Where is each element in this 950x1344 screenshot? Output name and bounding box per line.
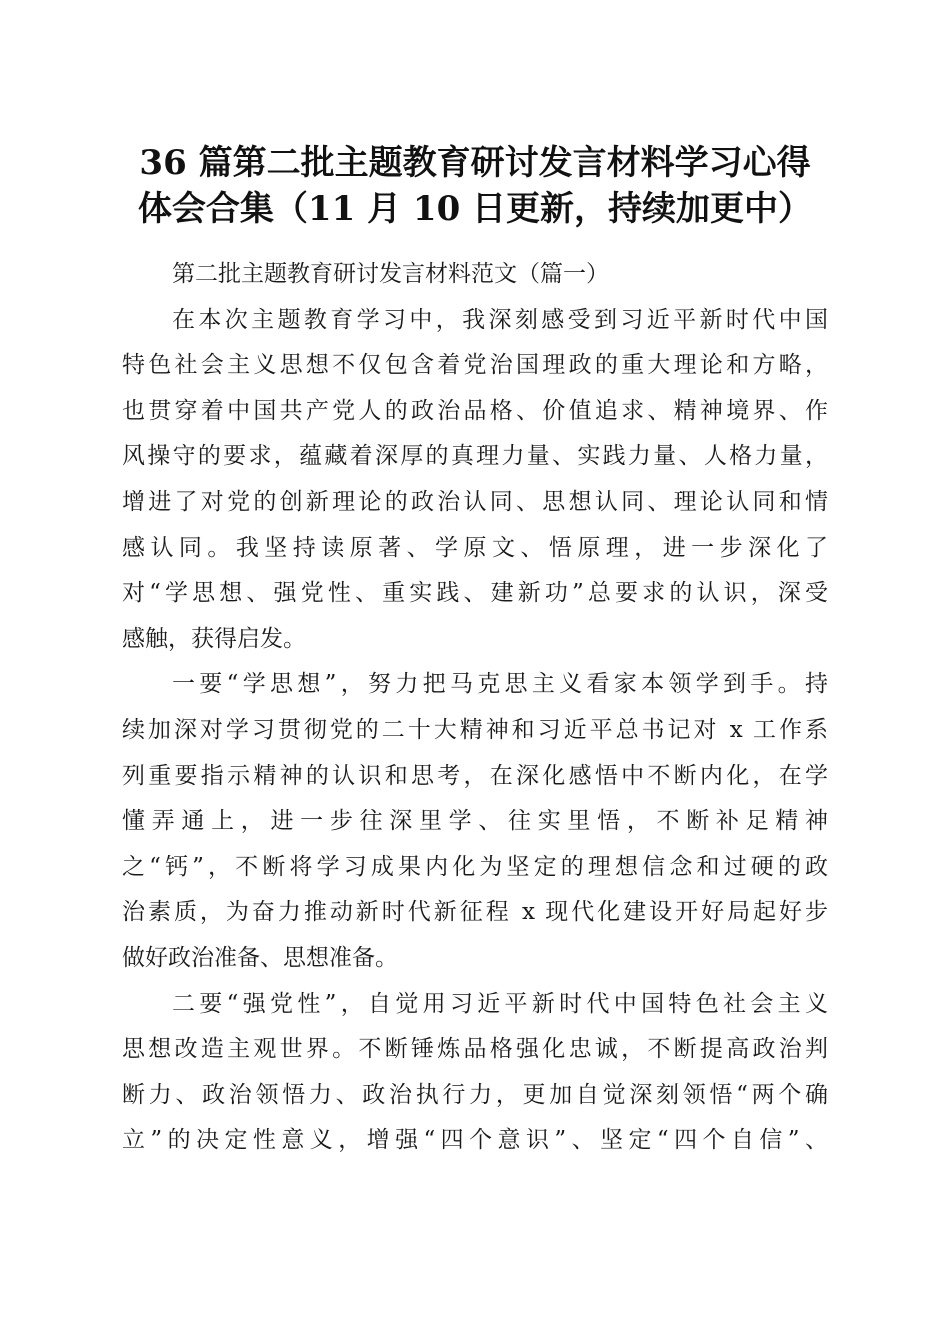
paragraph-line: 感认同。我坚持读原著、学原文、悟原理，进一步深化了 (122, 534, 828, 561)
paragraph-line: 懂弄通上，进一步往深里学、往实里悟，不断补足精神 (122, 808, 828, 835)
paragraph-line: 做好政治准备、思想准备。 (122, 944, 398, 971)
paragraph-line: 一要“学思想”，努力把马克思主义看家本领学到手。持 (172, 671, 828, 698)
paragraph-line: 列重要指示精神的认识和思考，在深化感悟中不断内化，在学 (122, 762, 828, 789)
paragraph-line: 续加深对学习贯彻党的二十大精神和习近平总书记对 x 工作系 (122, 716, 828, 743)
paragraph-line: 之“钙”，不断将学习成果内化为坚定的理想信念和过硬的政 (122, 853, 828, 880)
document-body (122, 252, 828, 1164)
paragraph-line: 感触，获得启发。 (122, 625, 306, 652)
document-title (100, 140, 850, 232)
paragraph-line: 也贯穿着中国共产党人的政治品格、价值追求、精神境界、作 (122, 397, 828, 424)
paragraph-line: 特色社会主义思想不仅包含着党治国理政的重大理论和方略， (122, 352, 828, 379)
title-line: 36 篇第二批主题教育研讨发言材料学习心得 (139, 143, 811, 183)
paragraph-line: 立”的决定性意义，增强“四个意识”、坚定“四个自信”、 (122, 1127, 828, 1154)
paragraph-line: 风操守的要求，蕴藏着深厚的真理力量、实践力量、人格力量， (122, 443, 828, 470)
paragraph-line: 治素质，为奋力推动新时代新征程 x 现代化建设开好局起好步 (122, 899, 828, 926)
paragraph-line: 增进了对党的创新理论的政治认同、思想认同、理论认同和情 (122, 488, 828, 515)
paragraph-line: 对“学思想、强党性、重实践、建新功”总要求的认识，深受 (122, 580, 828, 607)
paragraph-line: 在本次主题教育学习中，我深刻感受到习近平新时代中国 (172, 306, 828, 333)
paragraph-line: 二要“强党性”，自觉用习近平新时代中国特色社会主义 (172, 990, 828, 1017)
paragraph-line: 思想改造主观世界。不断锤炼品格强化忠诚，不断提高政治判 (122, 1036, 828, 1063)
paragraph-line: 断力、政治领悟力、政治执行力，更加自觉深刻领悟“两个确 (122, 1081, 828, 1108)
section-heading: 第二批主题教育研讨发言材料范文（篇一） (172, 261, 609, 287)
title-line: 体会合集（11 月 10 日更新，持续加更中） (137, 189, 813, 229)
